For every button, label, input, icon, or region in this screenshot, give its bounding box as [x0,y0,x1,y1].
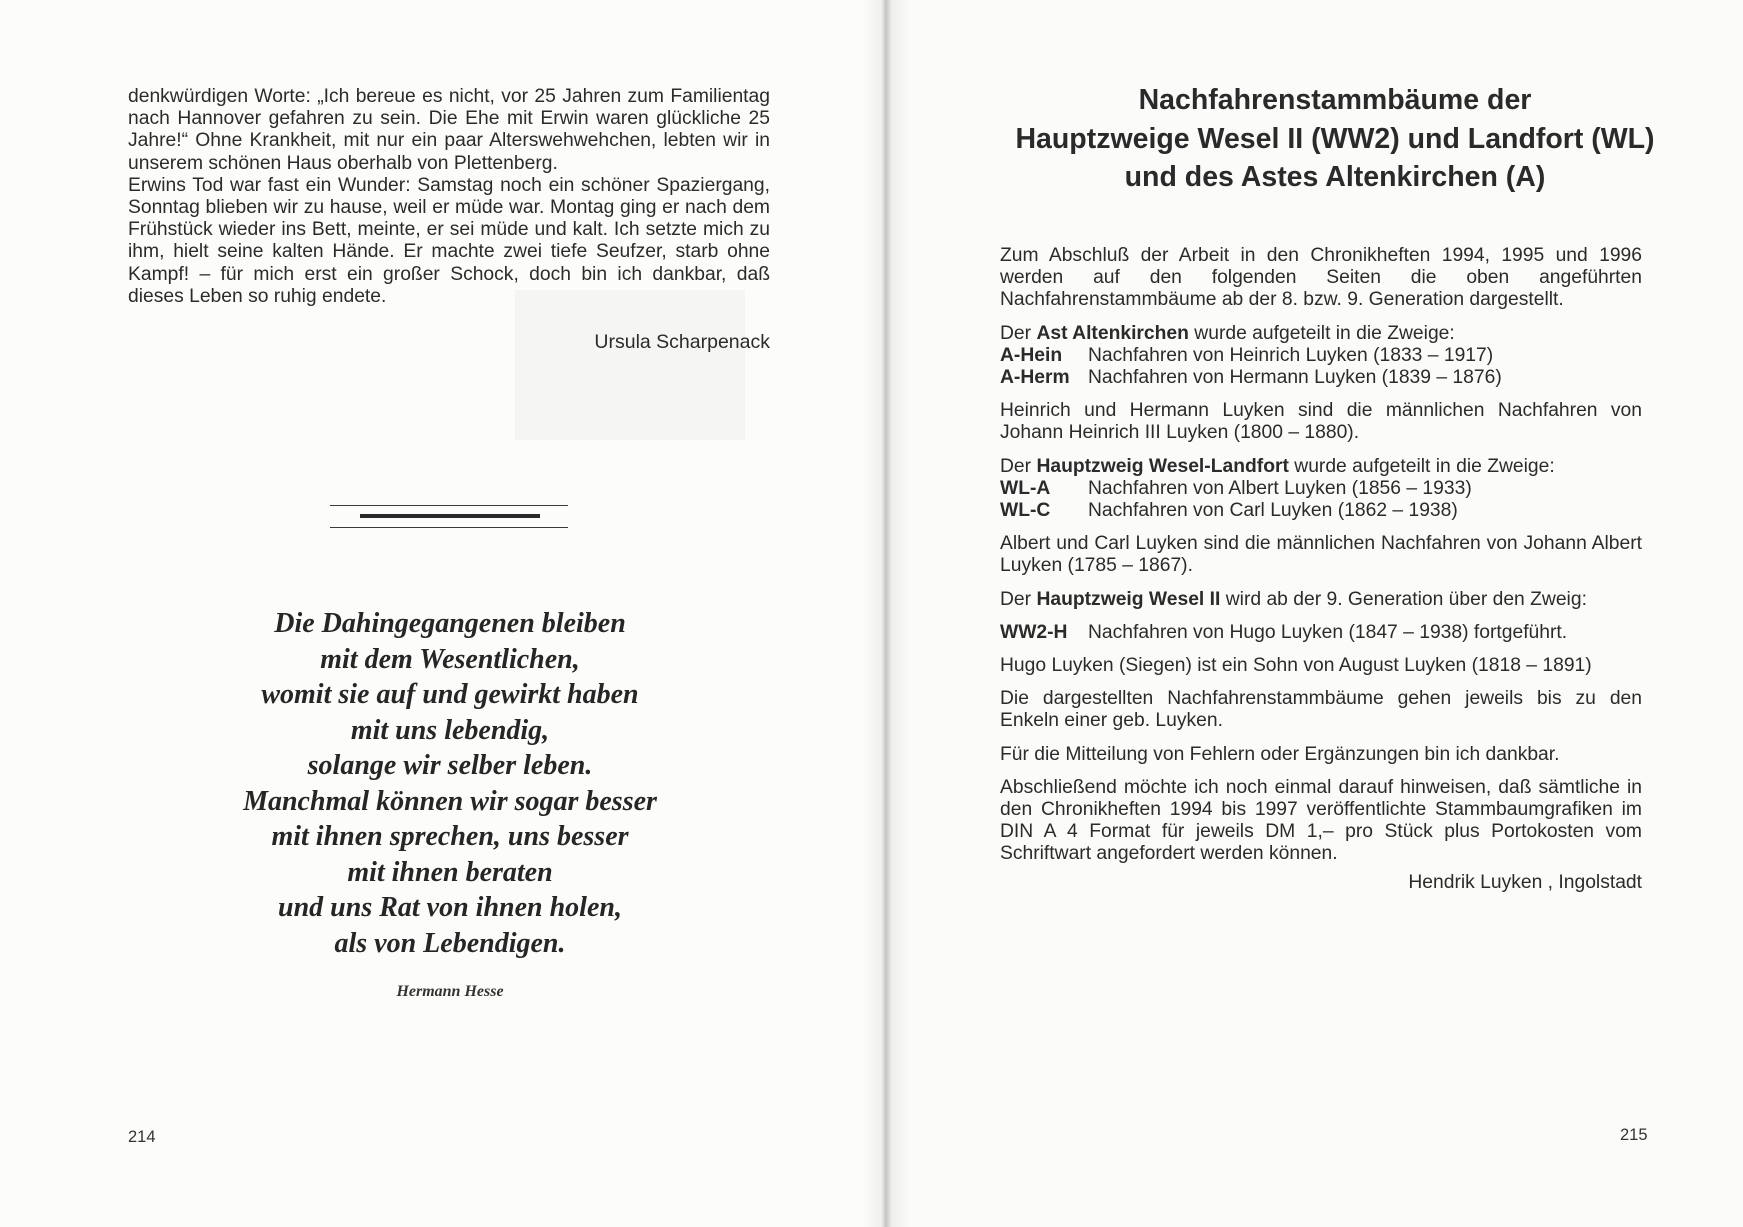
ast-suffix: wurde aufgeteilt in die Zweige: [1188,322,1455,344]
book-gutter [862,0,910,1227]
title-line: und des Astes Altenkirchen (A) [1124,161,1546,193]
bleed-through-shadow [515,290,745,440]
poem-line: solange wir selber leben. [307,750,593,781]
left-page-text [128,86,770,308]
title-line: Nachfahrenstammbäume der [1138,84,1532,116]
poem-line: womit sie auf und gewirkt haben [261,679,639,710]
branch-row [1000,478,1642,500]
title-line: Hauptzweige Wesel II (WW2) und Landfort (WL) [1015,122,1655,155]
paragraph-memory: denkwürdigen Worte: „Ich bereue es nicht, vor 25 Jahren zum Familientag nach Hannover gefahren zu sein. Die Ehe mit Erwin waren glückliche 25 Jahre!“ Ohne Krankheit, mit nur ein paar Alterswehwehchen, lebten wir in unserem schönen Haus oberhalb von Plettenberg. [128,86,770,174]
divider-line-thick [360,514,540,518]
page-title [990,81,1680,197]
branch-code: A-Herm [1000,367,1070,389]
poem-line: Die Dahingegangenen bleiben [274,608,626,639]
branch-row [1000,622,1642,644]
wl-note: Albert und Carl Luyken sind die männlichen Nachfahren von Johann Albert Luyken (1785 – 1867). [1000,533,1642,577]
branch-code: WW2-H [1000,621,1068,643]
branch-desc: Nachfahren von Albert Luyken (1856 – 1933) [1088,477,1472,499]
branch-desc: Nachfahren von Hermann Luyken (1839 – 1876) [1088,367,1502,389]
signature-luyken: Hendrik Luyken , Ingolstadt [1408,871,1642,893]
branch-code: A-Hein [1000,344,1063,366]
divider-line-top [330,505,568,506]
ast-section [1000,323,1642,390]
divider-line-bottom [330,527,568,528]
paragraph-death: Erwins Tod war fast ein Wunder: Samstag noch ein schöner Spaziergang, Sonntag blieben wir zu hause, weil er müde war. Montag ging er nach dem Frühstück wieder ins Bett, meinte, er sei müde und kalt. Ich setzte mich zu ihm, hielt seine kalten Hände. Er machte zwei tiefe Seufzer, starb ohne Kampf! – für mich erst ein großer Schock, doch bin ich dankbar, daß dieses Leben so ruhig endete. [128,174,770,307]
wl-section [1000,456,1642,523]
branch-desc: Nachfahren von Carl Luyken (1862 – 1938) [1088,500,1458,522]
ww2-name: Hauptzweig Wesel II [1036,588,1221,610]
ast-heading [1000,323,1642,345]
ww2-prefix: Der [1000,588,1037,610]
depth-paragraph: Die dargestellten Nachfahrenstammbäume gehen jeweils bis zu den Enkeln einer geb. Luyken. [1000,688,1642,732]
wl-prefix: Der [1000,455,1037,477]
wl-name: Hauptzweig Wesel-Landfort [1036,455,1289,477]
final-paragraph: Abschließend möchte ich noch einmal darauf hinweisen, daß sämtliche in den Chronikheften 1994 bis 1997 veröffentlichte Stammbaumgrafiken im DIN A 4 Format für jeweils DM 1,– pro Stück plus Portokosten vom Schriftwart angefordert werden können. [1000,776,1642,865]
poem-line: als von Lebendigen. [334,927,566,959]
wl-suffix: wurde aufgeteilt in die Zweige: [1288,455,1555,477]
ast-prefix: Der [1000,322,1037,344]
poem-author: Hermann Hesse [396,983,504,1000]
branch-row [1000,345,1642,367]
poem-line: und uns Rat von ihnen holen, [278,892,622,923]
ww2-heading [1000,589,1642,611]
poem-line: mit ihnen beraten [347,856,553,888]
signature-scharpenack: Ursula Scharpenack [594,331,770,353]
poem-line: mit ihnen sprechen, uns besser [271,821,629,852]
right-page-body [1000,245,1642,894]
ww2-suffix: wird ab der 9. Generation über den Zweig: [1220,588,1587,610]
hesse-poem [150,606,750,961]
branch-row [1000,367,1642,389]
branch-desc: Nachfahren von Heinrich Luyken (1833 – 1917) [1088,344,1494,366]
poem-line: Manchmal können wir sogar besser [243,785,657,817]
branch-row [1000,500,1642,522]
branch-code: WL-A [1000,477,1051,499]
branch-desc: Nachfahren von Hugo Luyken (1847 – 1938) fortgeführt. [1088,621,1568,643]
intro-paragraph: Zum Abschluß der Arbeit in den Chronikheften 1994, 1995 und 1996 werden auf den folgenden Seiten die oben angeführten Nachfahrenstammbäume ab der 8. bzw. 9. Generation dargestellt. [1000,245,1642,311]
thanks-paragraph: Für die Mitteilung von Fehlern oder Ergänzungen bin ich dankbar. [1000,743,1560,765]
poem-line: mit uns lebendig, [350,714,550,746]
branch-code: WL-C [1000,500,1051,522]
page-number-left: 214 [128,1128,156,1146]
ww2-note: Hugo Luyken (Siegen) ist ein Sohn von August Luyken (1818 – 1891) [1000,655,1592,677]
page-number-right: 215 [1620,1126,1648,1144]
poem-line: mit dem Wesentlichen, [320,643,580,675]
wl-heading [1000,456,1642,478]
ast-name: Ast Altenkirchen [1036,322,1189,344]
ast-note: Heinrich und Hermann Luyken sind die männlichen Nachfahren von Johann Heinrich III Luyken (1800 – 1880). [1000,400,1642,444]
